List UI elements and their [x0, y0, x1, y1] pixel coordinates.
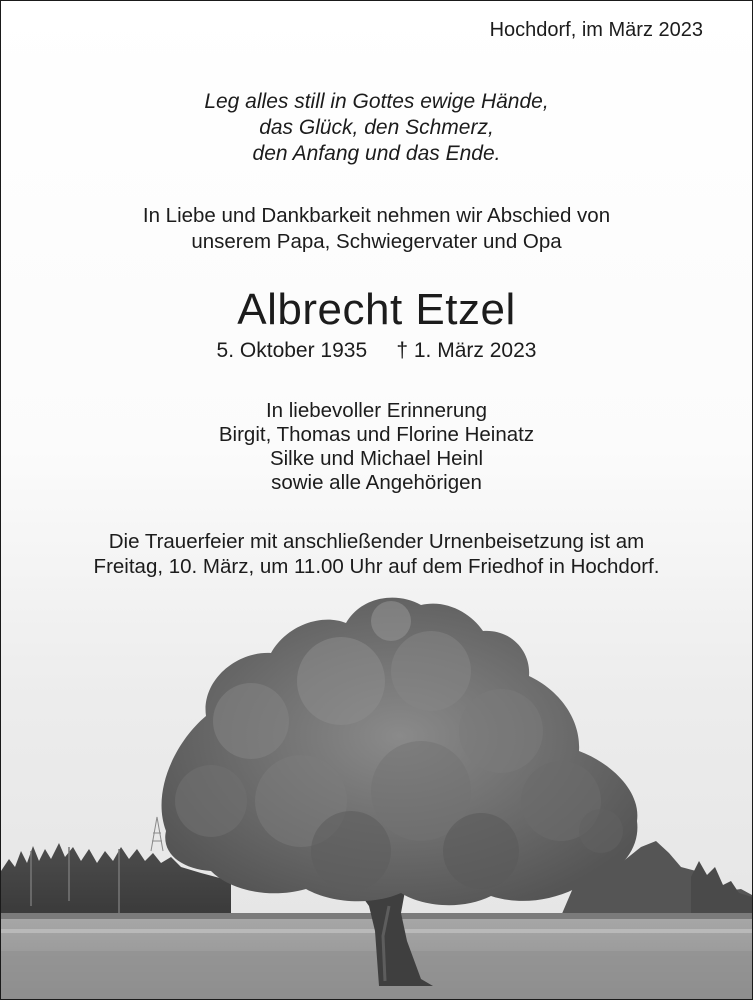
- mourner-line: Birgit, Thomas und Florine Heinatz: [218, 423, 535, 446]
- mourners: [1, 399, 752, 495]
- verse: [1, 89, 752, 167]
- funeral-line: Freitag, 10. März, um 11.00 Uhr auf dem Friedhof in Hochdorf.: [93, 555, 660, 578]
- intro-line: unserem Papa, Schwiegervater und Opa: [191, 230, 562, 253]
- life-dates: [1, 338, 752, 364]
- mourner-line: In liebevoller Erinnerung: [265, 399, 488, 422]
- verse-line: das Glück, den Schmerz,: [259, 116, 494, 139]
- tree-crown: [162, 598, 638, 906]
- farewell-intro: [1, 203, 752, 255]
- verse-line: den Anfang und das Ende.: [252, 142, 501, 165]
- funeral-line: Die Trauerfeier mit anschließender Urnenbeisetzung ist am: [108, 530, 645, 553]
- mourner-line: sowie alle Angehörigen: [271, 471, 482, 494]
- deceased-name: Albrecht Etzel: [237, 285, 516, 334]
- death-date: † 1. März 2023: [396, 339, 537, 362]
- birth-date: 5. Oktober 1935: [216, 339, 368, 362]
- funeral-info: [1, 529, 752, 579]
- intro-line: In Liebe und Dankbarkeit nehmen wir Abschied von: [142, 204, 611, 227]
- place-date: Hochdorf, im März 2023: [489, 19, 703, 41]
- mourner-line: Silke und Michael Heinl: [269, 447, 484, 470]
- verse-line: Leg alles still in Gottes ewige Hände,: [204, 90, 549, 113]
